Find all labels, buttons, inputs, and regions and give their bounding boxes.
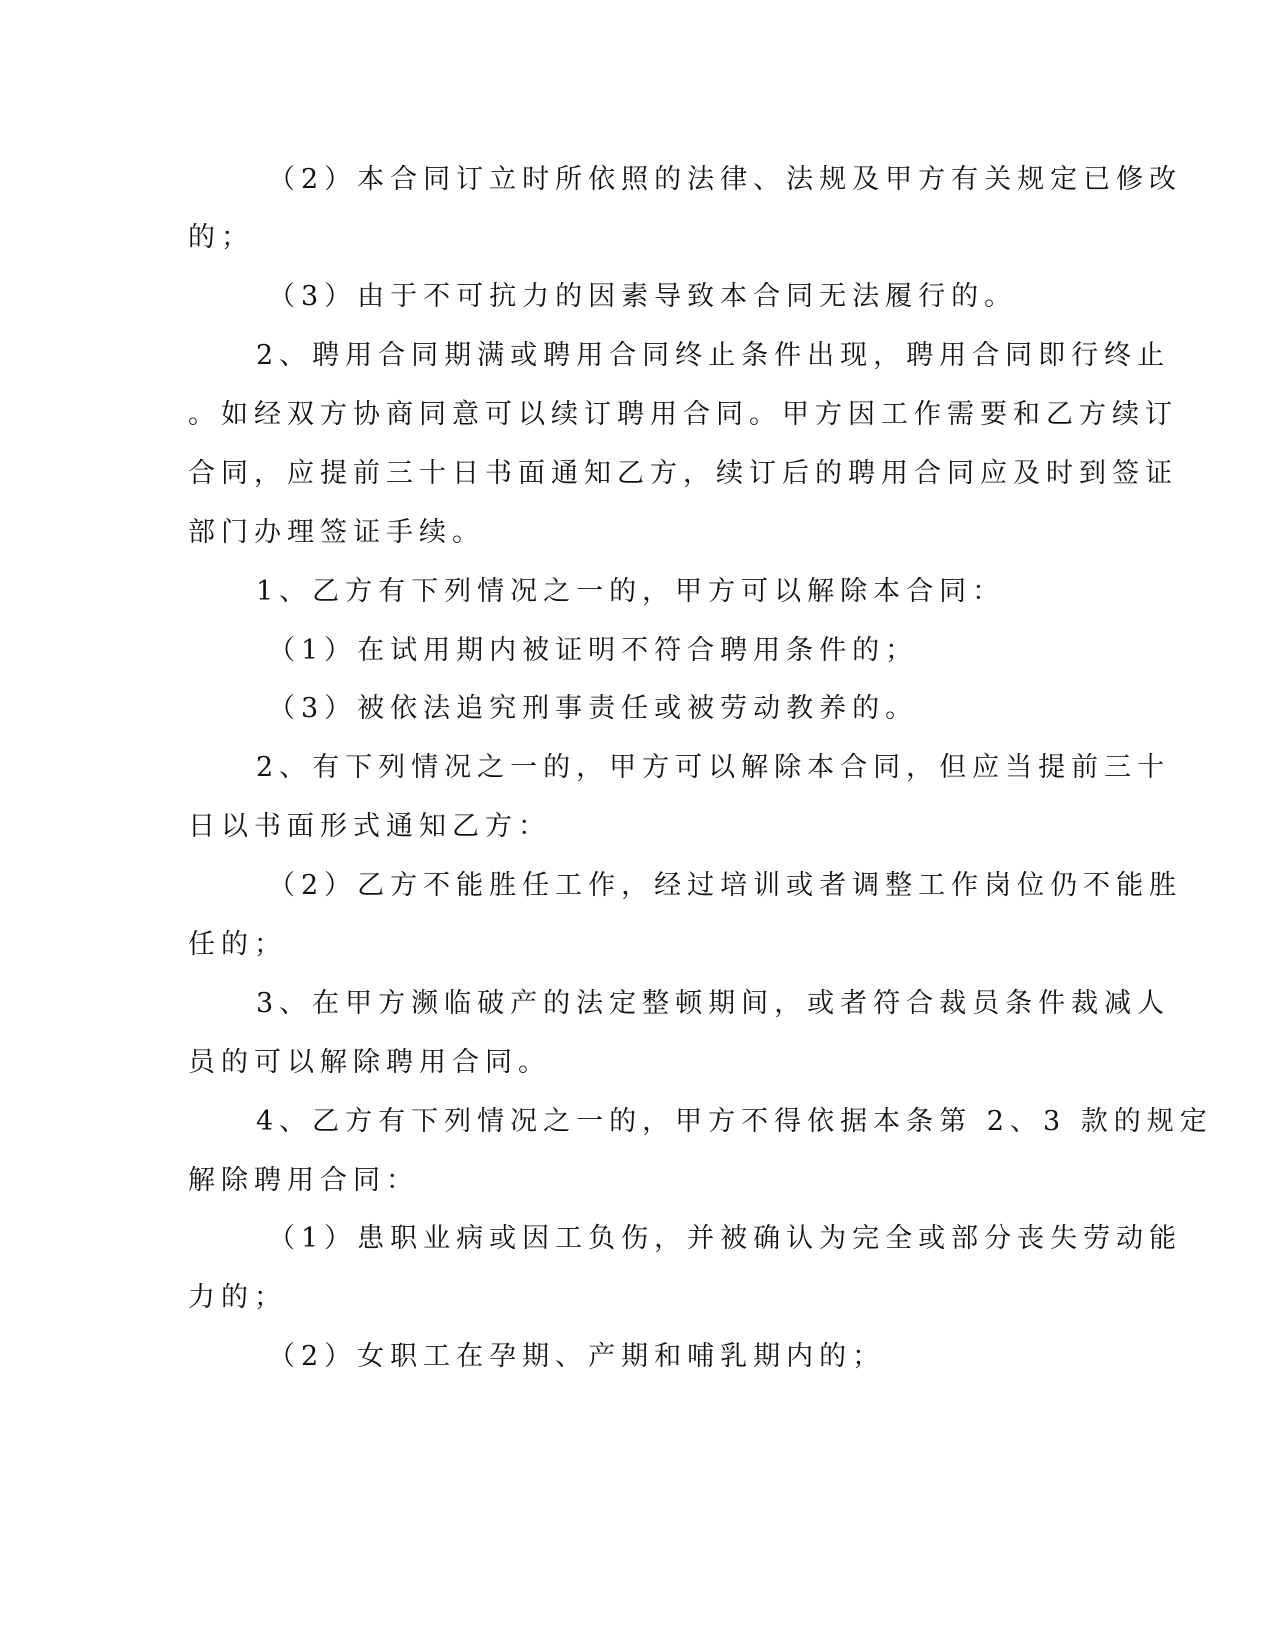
paragraph-line: 3、在甲方濒临破产的法定整顿期间，或者符合裁员条件裁减人 xyxy=(256,988,1171,1019)
paragraph-line: （1）在试用期内被证明不符合聘用条件的； xyxy=(268,635,919,666)
paragraph-line: 的； xyxy=(188,222,254,253)
paragraph-line: （1）患职业病或因工负伤，并被确认为完全或部分丧失劳动能 xyxy=(268,1223,1183,1254)
paragraph-line: 4、乙方有下列情况之一的，甲方不得依据本条第 2、3 款的规定 xyxy=(256,1106,1213,1137)
paragraph-line: 任的； xyxy=(188,929,287,960)
paragraph-line: 2、有下列情况之一的，甲方可以解除本合同，但应当提前三十 xyxy=(256,752,1171,783)
paragraph-line: 日以书面形式通知乙方： xyxy=(188,811,551,842)
paragraph-line: （2）女职工在孕期、产期和哺乳期内的； xyxy=(268,1341,886,1372)
paragraph-line: 1、乙方有下列情况之一的，甲方可以解除本合同： xyxy=(256,576,1006,607)
paragraph-line: 。如经双方协商同意可以续订聘用合同。甲方因工作需要和乙方续订 xyxy=(188,399,1178,430)
paragraph-line: （2）乙方不能胜任工作，经过培训或者调整工作岗位仍不能胜 xyxy=(268,870,1183,901)
paragraph-line: 解除聘用合同： xyxy=(188,1165,419,1196)
paragraph-line: 力的； xyxy=(188,1282,287,1313)
paragraph-line: 部门办理签证手续。 xyxy=(188,517,485,548)
paragraph-line: （3）由于不可抗力的因素导致本合同无法履行的。 xyxy=(268,281,1018,312)
paragraph-line: （3）被依法追究刑事责任或被劳动教养的。 xyxy=(268,693,919,724)
paragraph-line: 合同，应提前三十日书面通知乙方，续订后的聘用合同应及时到签证 xyxy=(188,458,1178,489)
paragraph-line: 2、聘用合同期满或聘用合同终止条件出现，聘用合同即行终止 xyxy=(256,340,1171,371)
paragraph-line: 员的可以解除聘用合同。 xyxy=(188,1047,551,1078)
paragraph-line: （2）本合同订立时所依照的法律、法规及甲方有关规定已修改 xyxy=(268,164,1183,195)
